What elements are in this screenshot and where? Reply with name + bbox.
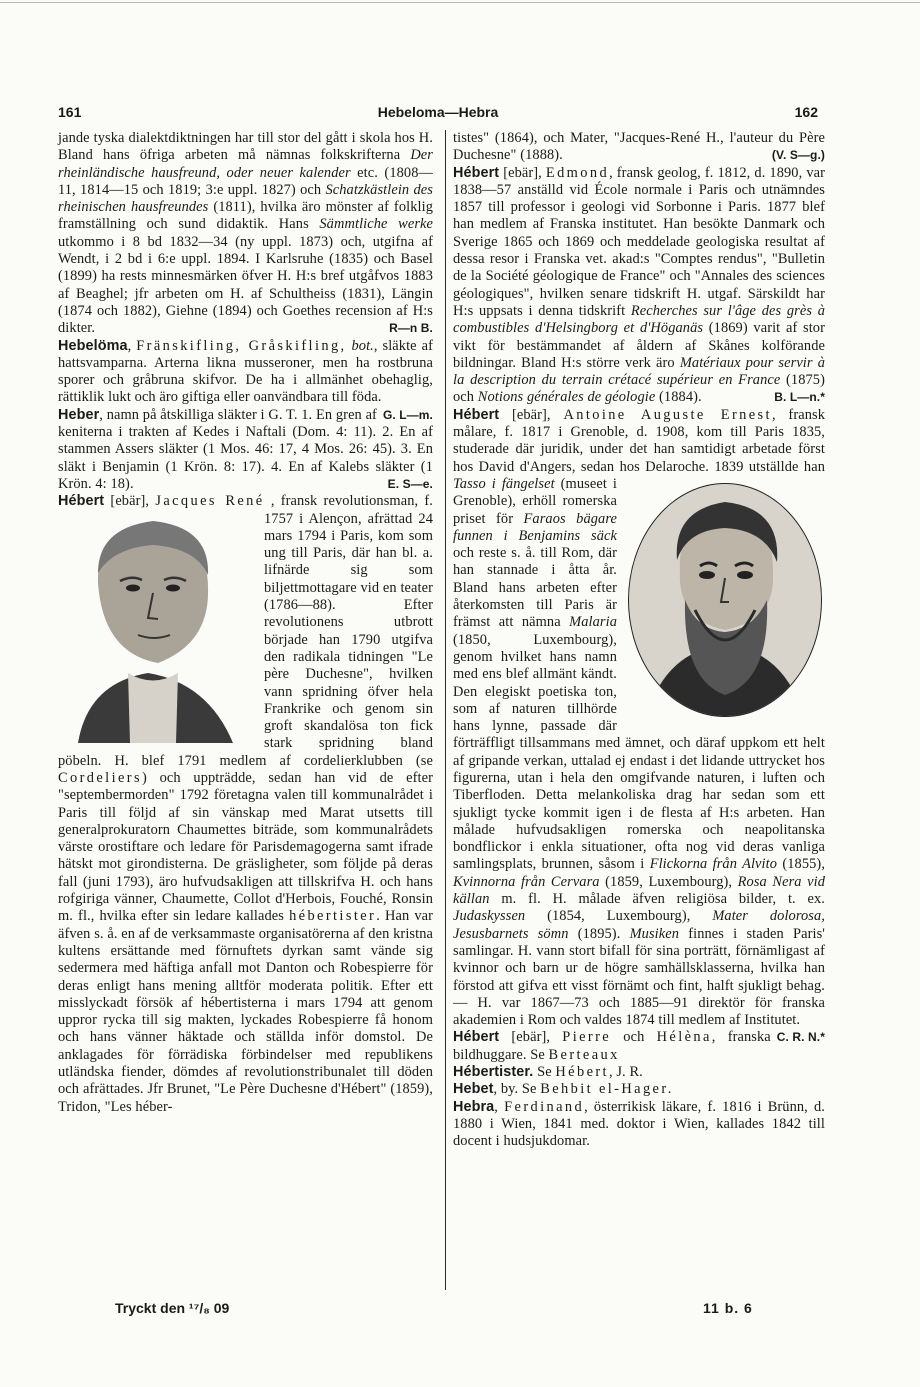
- headword: Hébert: [453, 1029, 500, 1046]
- headword: Heber: [58, 406, 100, 423]
- portrait-antoine-hebert: [625, 480, 825, 720]
- page-title: Hebeloma—Hebra: [377, 104, 499, 120]
- entry-hebert-edmond: Hébert [ebär], Edmond, fransk geolog, f. 1812, d. 1890, var 1838—57 anställd vid École normale i Paris och utnämndes 1857 till professor i geologi vid Sorbonne i Paris. 1877 blef han medlem af Franska institutet. Han besökte Danmark och Sverige 1865 och 1869 och meddelade geologiska resultat af dessa resor i Franska vet. akad:s "Comptes rendus", "Bulletin de la Société géologique de France" och "Annales des sciences géologiques", hvilken senare tidskrift H. utgaf. Särskildt har H:s uppsats i denna tidskrift Recherches sur l'âge des grès à combustibles d'Helsingborg et d'Höganäs (1869) varit af stor vikt för bestämmandet af åldern af Skånes kolförande bildningar. Bland H:s större verk äro Matériaux pour servir à la description du terrain crétacé supérieur en France (1875) och Notions générales de géologie (1884). B. L—n.*: [453, 164, 825, 406]
- entry-hebert-antoine: Hébert [ebär], Antoine Auguste Ernest, fransk målare, f. 1817 i Grenoble, d. 1908, kom till Paris 1835, studerade där juridik, under det han samtidigt arbetade först hos David d'Angers, sedan hos Delaroche. 1839 utställde han Tasso i fängelset (museet i Grenoble), erhöll romerska priset för Faraos bägare funnen i Benjamins säck och reste s. å. till Rom, där han stannade i åtta år. Bland hans arbeten efter återkomsten till Paris är främst att nämna Malaria (1850, Luxembourg), genom hvilket hans namn med ens blef allmänt kändt. Den elegiskt poetiska ton, som af naturen tillhörde hans lynne, passade där förträffligt tillsammans med ämnet, och däraf uppkom ett helt af gripande verkan, uttalad ej endast i det lidande uttrycket hos figurerna, utan i hela den omgifvande naturen, i luften och Tiberfloden. Detta melankoliska drag har sedan som ett sjukligt tycke kommit igen i de flesta af H:s arbeten. Han målade hufvudsakligen romerska och neapolitanska bondflickor i enkla situationer, ofta nog vid deras vanliga samlingsplats, brunnen, såsom i Flickorna från Alvito (1855), Kvinnorna från Cervara (1859, Luxembourg), Rosa Nera vid källan m. fl. H. målade äfven religiösa bilder, t. ex. Judaskyssen (1854, Luxembourg), Mater dolorosa, Jesusbarnets sömn (1895). Musiken finnes i staden Paris' samlingar. H. vann stort bifall för sina porträtt, förnämligast af kvinnor och barn ur de högre samhällsklasserna, hvilka han förstod att gifva ett visst förnämt och fint, halft sjukligt behag. — H. var 1867—73 och 1885—91 direktör för franska akademien i Rom och valdes 1874 till medlem af Institutet. C. R. N.*: [453, 407, 825, 1030]
- page-number-left: 161: [58, 104, 82, 120]
- headword: Hébert: [453, 164, 500, 181]
- sheet-signature: 11 b. 6: [703, 1300, 753, 1316]
- column-divider: [445, 130, 446, 1290]
- right-column: [453, 130, 825, 1151]
- author-signature: G. L—m.: [382, 407, 433, 422]
- entry-hebeloma: Hebelöma, Fränskifling, Gråskifling, bot., släkte af hattsvamparna. Arterna likna musseroner, men ha rostbruna sporer och gråbruna skifvor. De ha i allmänhet obehaglig, rättiklik lukt och äro giftiga eller oanvändbara till föda. G. L—m.: [58, 338, 433, 407]
- headword: Hebelöma: [58, 337, 128, 354]
- left-column: [58, 130, 433, 1116]
- entry-hebert-jacques-continuation: tistes" (1864), och Mater, "Jacques-René H., l'auteur du Père Duchesne" (1888). (V. S—g.): [453, 130, 825, 164]
- entry-hebertister: Hébertister. Se Hébert, J. R.: [453, 1064, 643, 1081]
- author-signature: C. R. N.*: [776, 1030, 825, 1045]
- top-rule: [0, 2, 920, 3]
- entry-heber: Heber, namn på åtskilliga släkter i G. T. 1. En gren af keniterna i trakten af Kedes i Naftali (Dom. 4: 11). 2. En af stammen Assers släkter (1 Mos. 46: 17, 4 Mos. 26: 45). 3. En släkt i Benjamin (1 Krön. 8: 17). 4. En af Kalebs släkter (1 Krön. 4: 18). E. S—e.: [58, 406, 433, 492]
- entry-hebert-pierre: Hébert [ebär], Pierre och Hélèna, franska bildhuggare. Se Berteaux: [453, 1029, 771, 1063]
- author-signature: (V. S—g.): [771, 148, 825, 163]
- headword: Hebet: [453, 1081, 494, 1098]
- portrait-jacques-hebert: [58, 513, 256, 743]
- headword: Hébertister.: [453, 1064, 534, 1081]
- print-date: Tryckt den ¹⁷/₈ 09: [115, 1300, 230, 1316]
- headword: Hébert: [453, 406, 500, 423]
- page-number-right: 162: [794, 104, 818, 120]
- headword: Hébert: [58, 493, 105, 510]
- author-signature: E. S—e.: [387, 476, 433, 491]
- running-head: [58, 104, 818, 124]
- entry-hebert-jacques: Hébert [ebär], Jacques René , fransk revolutionsman, f. 1757 i Alençon, afrättad 24 mars 1794 i Paris, kom som ung till Paris, där han bl. a. lifnärde sig som biljettmottagare vid en teater (1786—88). Efter revolutionens utbrott började han 1790 utgifva den radikala tidningen "Le père Duchesne", hvilken vann spridning öfver hela Frankrike och genom sin groft skandalösa ton fick stark spridning bland pöbeln. H. blef 1791 medlem af cordelierklubben (se Cordeliers) och uppträdde, sedan han vid de efter "septembermorden" 1792 företagna valen till kommunalrådet i Paris till följd af sin vänskap med Marat utsetts till generalprokuratorn Chaumettes biträde, som kommunalrådets värste orostiftare och ledare för Parisdemagogerna samt ifrade hätskt mot girondisterna. De gräsligheter, som följde på deras fall (juni 1793), äro hufvudsakligen att tillskrifva H. och hans rofgiriga vänner, Chaumette, Collot d'Herbois, Fouché, Ronsin m. fl., hvilka efter sin ledare kallades hébertister. Han var äfven s. å. en af de verksammaste organisatörerna af den kristna kultens ersättande med förnuftets dyrkan samt vände sig sedermera med häftiga anfall mot Danton och Robespierre för deras enligt hans mening alltför moderata politik. Efter ett misslyckadt försök af hébertisterna i mars 1794 att genom uppror rycka till sig makten, lyckades Robespierre få honom och hans vänner häktade och ställda inför domstol. De anklagades för förrädiska förbindelser med republikens utländska fiender, dömdes af revolutionstribunalet till döden och afrättades. Jfr Brunet, "Le Père Duchesne d'Hébert" (1859), Tridon, "Les héber-: [58, 493, 434, 1115]
- entry-hebel-continuation: jande tyska dialektdiktningen har till stor del gått i skola hos H. Bland hans öfriga arbeten må nämnas folkskrifterna Der rheinländische hausfreund, oder neuer kalender etc. (1808—11, 1814—15 och 1819; 3:e uppl. 1827) och Schatzkästlein des rheinischen hausfreundes (1811), hvilka äro mönster af folklig framställning och sund didaktik. Hans Sämmtliche werke utkommo i 8 bd 1832—34 (ny uppl. 1873) och, utgifna af Wendt, i 2 bd i 6:e uppl. 1894. I Karlsruhe (1835) och Basel (1899) ha rests minnesmärken öfver H. H:s bref utgåfvos 1883 af Beaghel; jfr arbeten om H. af Schultheiss (1831), Längin (1874 och 1882), Giehne (1894) och Goethes recension af H:s dikter. R—n B.: [58, 130, 433, 337]
- entry-hebet: Hebet, by. Se Behbit el-Hager.: [453, 1081, 674, 1098]
- author-signature: B. L—n.*: [774, 390, 825, 405]
- headword: Hebra: [453, 1098, 495, 1115]
- entry-hebra: Hebra, Ferdinand, österrikisk läkare, f. 1816 i Brünn, d. 1880 i Wien, 1841 med. doktor i Wien, kallades 1842 till docent i hudsjukdomar.: [453, 1098, 825, 1150]
- author-signature: R—n B.: [389, 321, 433, 336]
